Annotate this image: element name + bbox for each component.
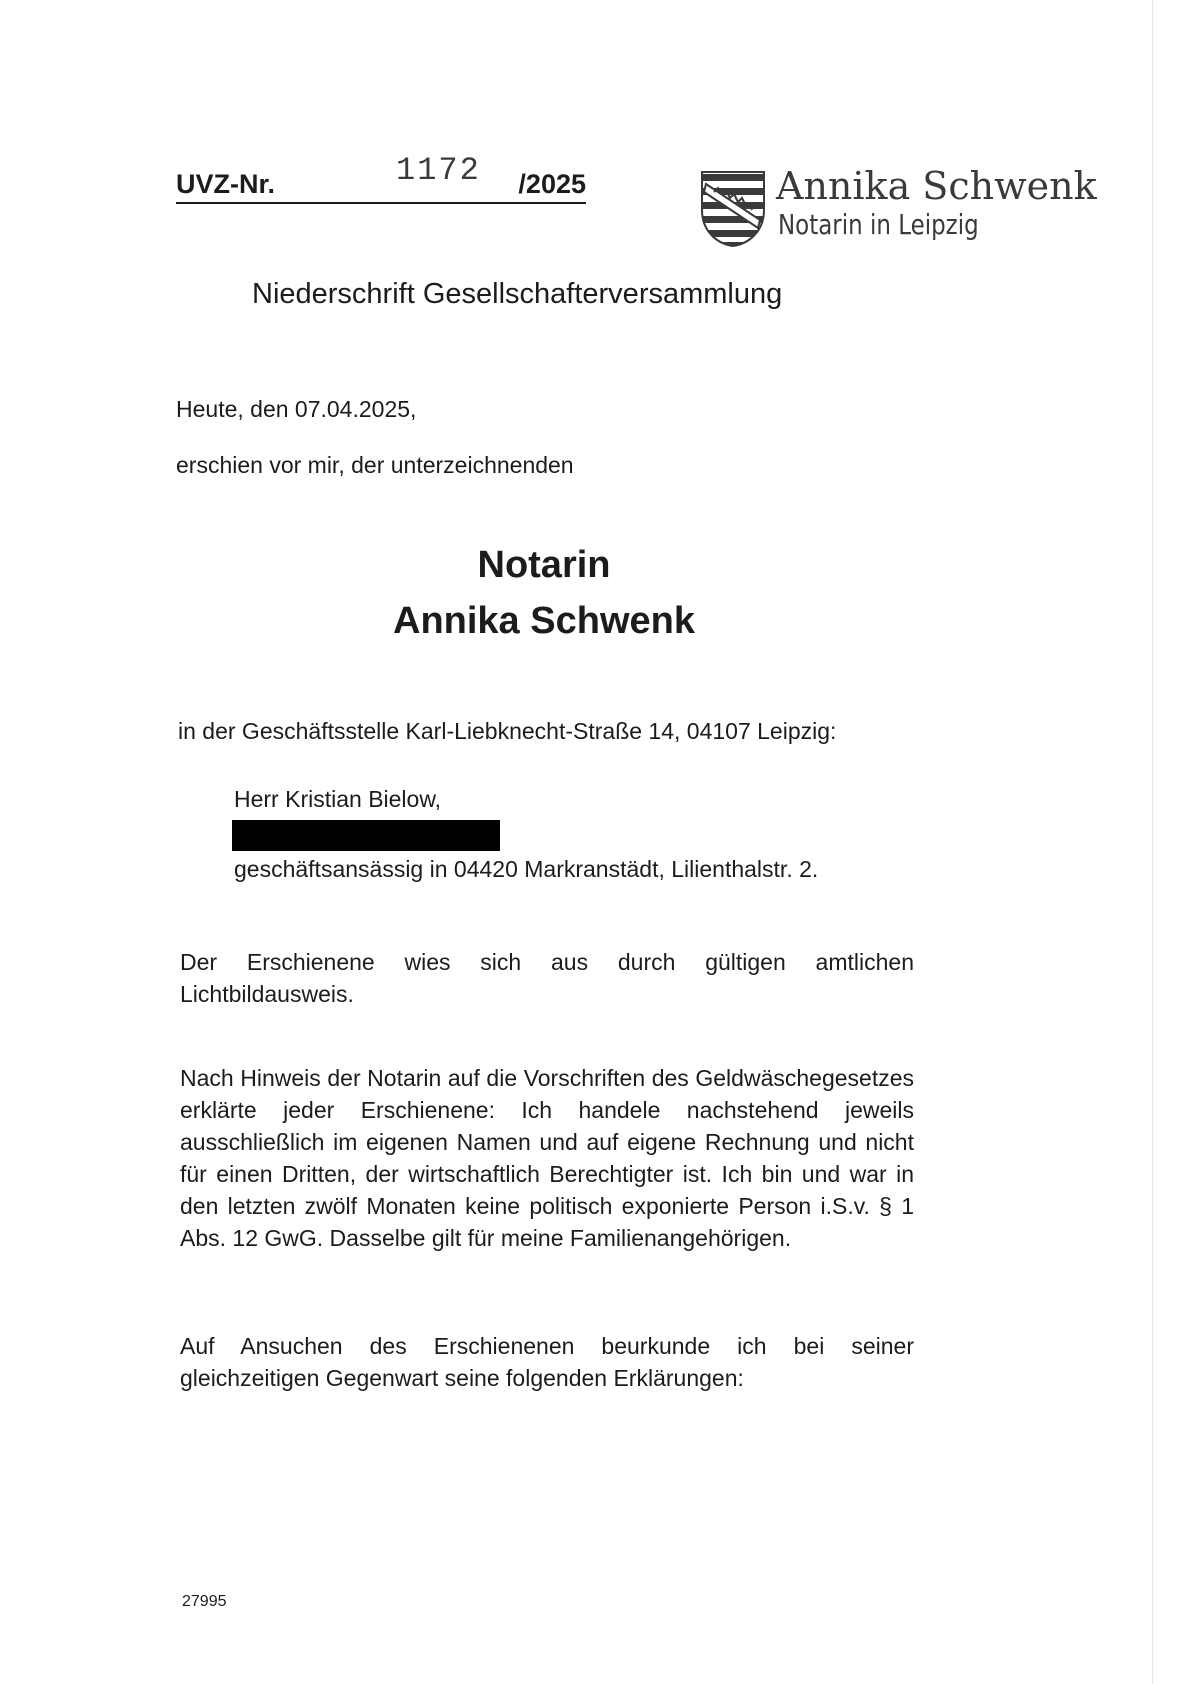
uvz-label: UVZ-Nr. xyxy=(176,169,276,199)
money-laundering-paragraph: Nach Hinweis der Notarin auf die Vorschriften des Geldwäschegesetzes erklärte jeder Erschienene: Ich handele nachstehend jeweils ausschließlich im eigenen Namen und auf eigene Rechnung und nicht für einen Dritten, der wirtschaftlich Berechtigter ist. Ich bin und war in den letzten zwölf Monaten keine politisch exponierte Person i.S.v. § 1 Abs. 12 GwG. Dasselbe gilt für meine Familienangehörigen. xyxy=(180,1065,914,1251)
uvz-handwritten-number: 1172 xyxy=(396,152,481,189)
appeared-line: erschien vor mir, der unterzeichnenden xyxy=(176,452,574,478)
uvz-number-line xyxy=(176,152,586,204)
document-title: Niederschrift Gesellschafterversammlung xyxy=(252,278,783,310)
person-name: Herr Kristian Bielow, xyxy=(234,786,442,812)
notary-name: Annika Schwenk xyxy=(393,600,695,642)
notary-logo xyxy=(700,164,1100,248)
uvz-underline xyxy=(176,202,586,204)
request-paragraph: Auf Ansuchen des Erschienenen beurkunde ich bei seiner gleichzeitigen Gegenwart seine folgenden Erklärungen: xyxy=(180,1333,914,1391)
uvz-year-suffix: /2025 xyxy=(518,169,586,199)
date-line: Heute, den 07.04.2025, xyxy=(176,396,417,422)
page-code: 27995 xyxy=(182,1593,227,1610)
logo-name: Annika Schwenk xyxy=(776,164,1097,208)
identification-paragraph: Der Erschienene wies sich aus durch gültigen amtlichen Lichtbildausweis. xyxy=(180,949,914,1007)
saxony-coat-of-arms-icon xyxy=(700,170,766,248)
notary-title: Notarin xyxy=(477,544,611,586)
redaction-bar xyxy=(232,820,500,851)
scan-edge-line xyxy=(1152,0,1153,1684)
logo-subtitle: Notarin in Leipzig xyxy=(778,208,979,241)
person-address: geschäftsansässig in 04420 Markranstädt, Lilienthalstr. 2. xyxy=(234,856,819,882)
location-line: in der Geschäftsstelle Karl-Liebknecht-Straße 14, 04107 Leipzig: xyxy=(178,718,837,744)
